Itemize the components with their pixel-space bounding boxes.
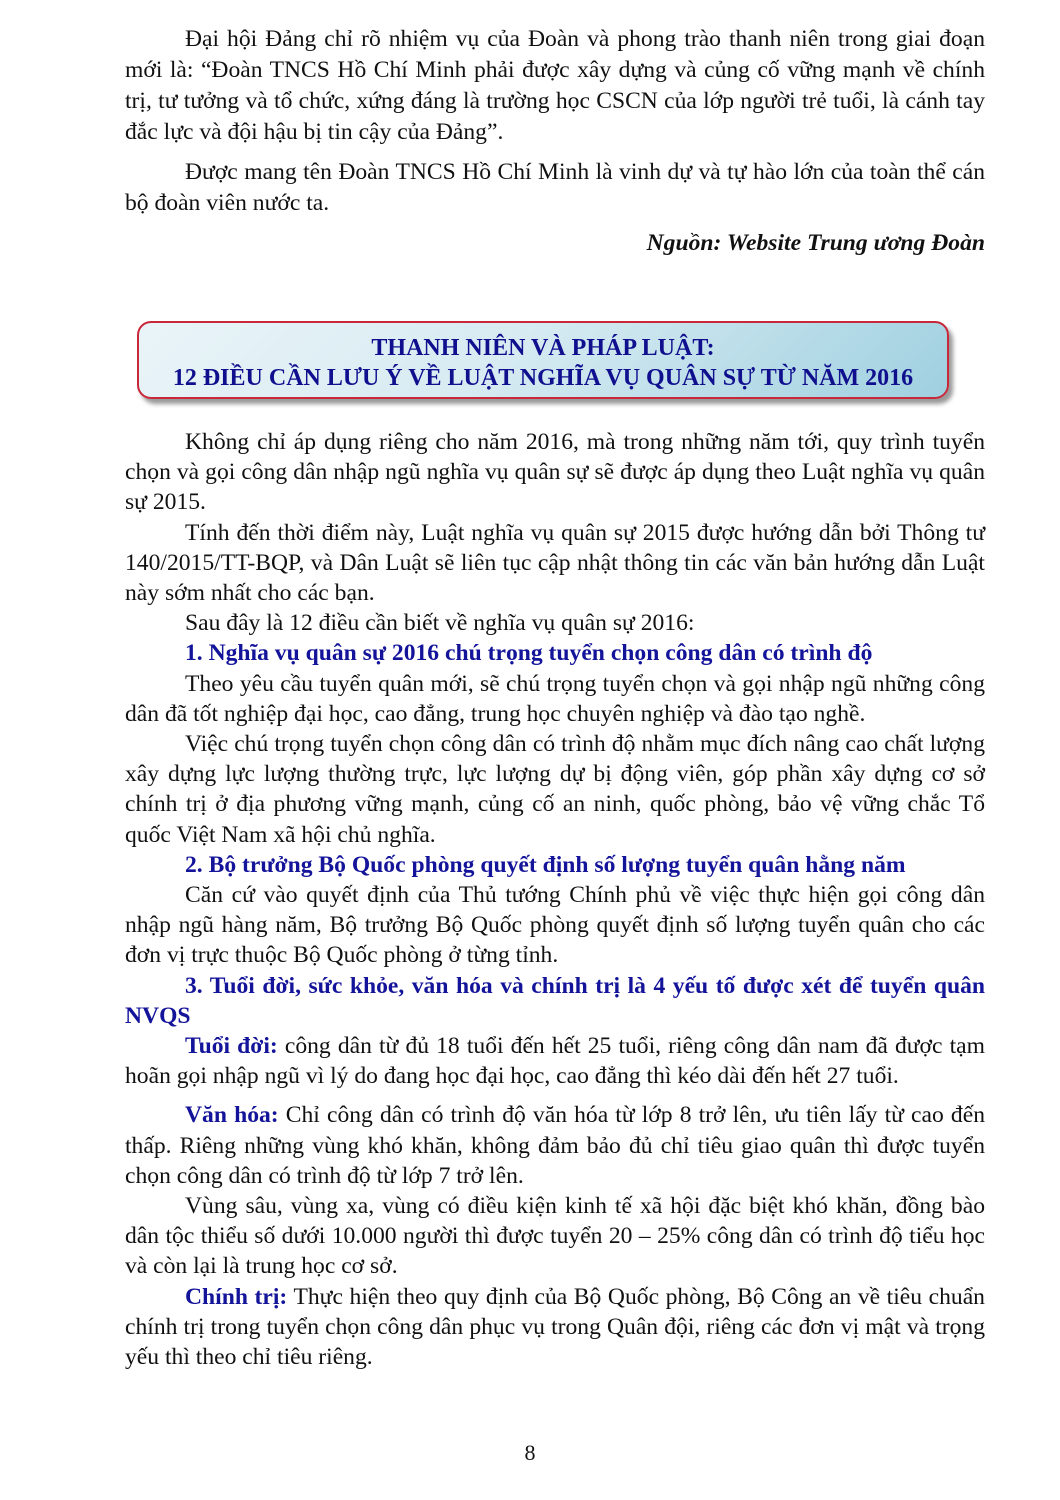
intro-paragraph-1: Đại hội Đảng chỉ rõ nhiệm vụ của Đoàn và phong trào thanh niên trong giai đoạn mới là: “Đoàn TNCS Hồ Chí Minh phải được xây dựng và củng cố vững mạnh về chính trị, tư tưởng và tổ chức, xứng đáng là trường học CSCN của lớp người trẻ tuổi, là cánh tay đắc lực và đội hậu bị tin cậy của Đảng”. — [125, 26, 985, 145]
article-paragraph: Không chỉ áp dụng riêng cho năm 2016, mà trong những năm tới, quy trình tuyển chọn và gọi công dân nhập ngũ nghĩa vụ quân sự sẽ được áp dụng theo Luật nghĩa vụ quân sự 2015. — [125, 429, 985, 516]
page-number: 8 — [524, 1440, 536, 1465]
politics-label: Chính trị: — [185, 1283, 288, 1310]
culture-label: Văn hóa: — [185, 1102, 279, 1129]
politics-text: Thực hiện theo quy định của Bộ Quốc phòng, Bộ Công an về tiêu chuẩn chính trị trong tuyển chọn công dân phục vụ trong Quân đội, riêng các đơn vị mật và trọng yếu thì theo chỉ tiêu riêng. — [125, 1283, 985, 1371]
age-text: công dân từ đủ 18 tuổi đến hết 25 tuổi, riêng công dân nam đã được tạm hoãn gọi nhập ngũ vì lý do đang học đại học, cao đẳng thì kéo dài đến hết 27 tuổi. — [125, 1033, 985, 1090]
section-banner — [137, 321, 949, 399]
article-paragraph: Căn cứ vào quyết định của Thủ tướng Chính phủ về việc thực hiện gọi công dân nhập ngũ hàng năm, Bộ trưởng Bộ Quốc phòng quyết định số lượng tuyển quân cho các đơn vị trực thuộc Bộ Quốc phòng ở từng tỉnh. — [125, 882, 985, 969]
banner-title-line-1: THANH NIÊN VÀ PHÁP LUẬT: — [371, 335, 715, 361]
section-heading-2: 2. Bộ trưởng Bộ Quốc phòng quyết định số lượng tuyển quân hằng năm — [185, 851, 906, 878]
age-paragraph — [125, 1031, 985, 1091]
article-body — [125, 427, 985, 1372]
article-paragraph: Sau đây là 12 điều cần biết về nghĩa vụ quân sự 2016: — [185, 610, 695, 637]
section-heading-1: 1. Nghĩa vụ quân sự 2016 chú trọng tuyển chọn công dân có trình độ — [185, 640, 873, 667]
intro-paragraph-2: Được mang tên Đoàn TNCS Hồ Chí Minh là vinh dự và tự hào lớn của toàn thể cán bộ đoàn viên nước ta. — [125, 159, 985, 216]
article-paragraph: Việc chú trọng tuyển chọn công dân có trình độ nhằm mục đích nâng cao chất lượng xây dựng lực lượng thường trực, lực lượng dự bị động viên, góp phần xây dựng cơ sở chính trị ở địa phương vững mạnh, củng cố an ninh, quốc phòng, bảo vệ vững chắc Tổ quốc Việt Nam xã hội chủ nghĩa. — [125, 731, 985, 848]
banner-title-line-2: 12 ĐIỀU CẦN LƯU Ý VỀ LUẬT NGHĨA VỤ QUÂN SỰ TỪ NĂM 2016 — [172, 365, 914, 391]
source-citation: Nguồn: Website Trung ương Đoàn — [646, 230, 985, 256]
article-paragraph: Tính đến thời điểm này, Luật nghĩa vụ quân sự 2015 được hướng dẫn bởi Thông tư 140/2015/TT-BQP, và Dân Luật sẽ liên tục cập nhật thông tin các văn bản hướng dẫn Luật này sớm nhất cho các bạn. — [125, 519, 985, 607]
politics-paragraph — [125, 1282, 985, 1373]
article-paragraph: Vùng sâu, vùng xa, vùng có điều kiện kinh tế xã hội đặc biệt khó khăn, đồng bào dân tộc thiểu số dưới 10.000 người thì được tuyển 20 – 25% công dân có trình độ tiểu học và còn lại là trung học cơ sở. — [125, 1193, 985, 1280]
culture-paragraph — [125, 1100, 985, 1191]
age-label: Tuổi đời: — [185, 1033, 278, 1060]
article-paragraph: Theo yêu cầu tuyển quân mới, sẽ chú trọng tuyển chọn và gọi nhập ngũ những công dân đã tốt nghiệp đại học, cao đẳng, trung học chuyên nghiệp và đào tạo nghề. — [125, 670, 985, 727]
section-heading-3: 3. Tuổi đời, sức khỏe, văn hóa và chính trị là 4 yếu tố được xét để tuyển quân NVQS — [125, 972, 985, 1029]
culture-text: Chỉ công dân có trình độ văn hóa từ lớp 8 trở lên, ưu tiên lấy từ cao đến thấp. Riêng những vùng khó khăn, không đảm bảo đủ chỉ tiêu giao quân thì được tuyển chọn công dân có trình độ từ lớp 7 trở lên. — [125, 1102, 985, 1189]
intro-section — [125, 24, 985, 259]
